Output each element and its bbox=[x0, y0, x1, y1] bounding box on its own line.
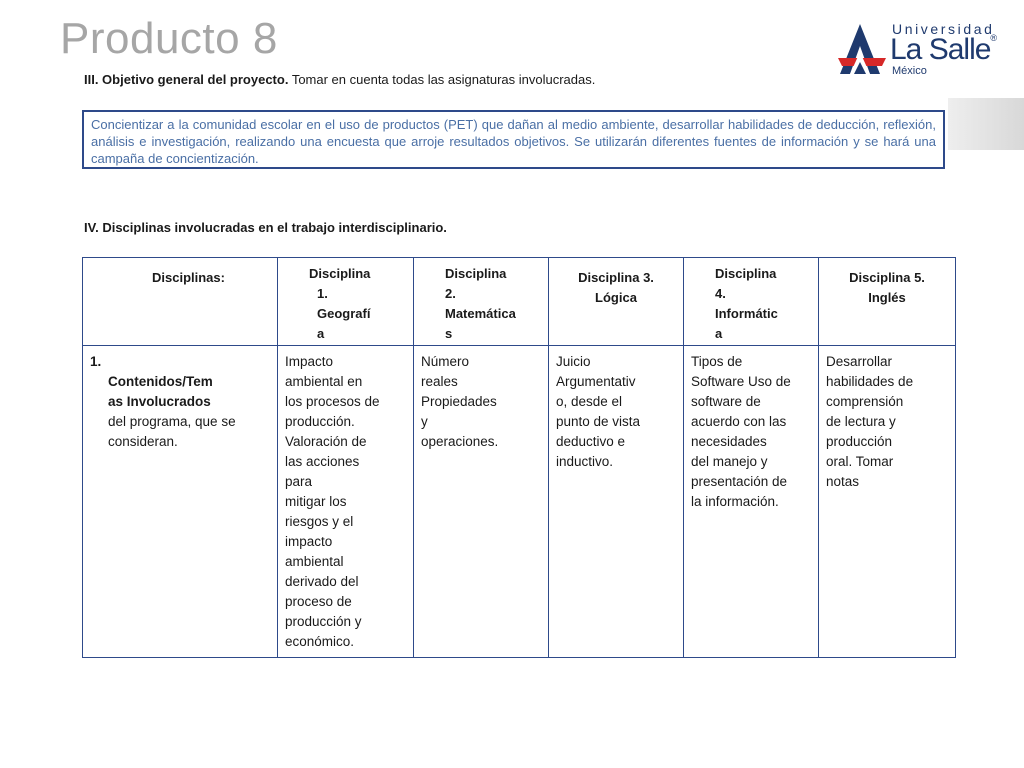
cell-line: Argumentativ bbox=[556, 374, 636, 389]
cell-line: oral. Tomar bbox=[826, 454, 894, 469]
objective-box: Concientizar a la comunidad escolar en el uso de productos (PET) que dañan al medio ambiente, desarrollar habilidades de deducción, reflexión, análisis e investigación, realizando una encuesta que arroje resultados objetivos. Se utilizarán diferentes fuentes de información y se hará una campaña de concientización. bbox=[82, 110, 945, 169]
cell-line: software de bbox=[691, 394, 761, 409]
cell-line: y bbox=[421, 414, 428, 429]
la-salle-logo-icon bbox=[836, 22, 888, 78]
cell-line: punto de vista bbox=[556, 414, 641, 429]
content-cell-logica bbox=[549, 346, 684, 658]
header-1-line: 1. bbox=[317, 286, 328, 301]
header-disciplinas-label: Disciplinas: bbox=[152, 270, 225, 285]
cell-line: habilidades de bbox=[826, 374, 914, 389]
header-4-line: Disciplina bbox=[715, 266, 777, 281]
header-2-line: s bbox=[445, 326, 453, 341]
cell-line: mitigar los bbox=[285, 494, 347, 509]
header-cell-discipline-3 bbox=[549, 258, 684, 346]
row-label-line: Contenidos/Tem bbox=[108, 374, 213, 389]
cell-line: ambiental bbox=[285, 554, 344, 569]
header-1-line: Disciplina bbox=[309, 266, 371, 281]
header-3-line: Disciplina 3. bbox=[578, 270, 654, 285]
cell-line: reales bbox=[421, 374, 458, 389]
logo-name bbox=[890, 33, 997, 67]
header-2-line: Matemática bbox=[445, 306, 516, 321]
section-4-heading: IV. Disciplinas involucradas en el trabajo interdisciplinario. bbox=[84, 220, 447, 235]
cell-line: riesgos y el bbox=[285, 514, 354, 529]
cell-line: Valoración de bbox=[285, 434, 367, 449]
logo-university-text: Universidad bbox=[892, 21, 995, 37]
header-cell-discipline-2 bbox=[414, 258, 549, 346]
cell-line: Desarrollar bbox=[826, 354, 893, 369]
header-4-line: a bbox=[715, 326, 723, 341]
cell-line: Número bbox=[421, 354, 470, 369]
section-3-line bbox=[84, 72, 595, 87]
cell-line: Tipos de bbox=[691, 354, 743, 369]
header-cell-discipline-4 bbox=[684, 258, 819, 346]
cell-line: Software Uso de bbox=[691, 374, 791, 389]
logo-name-text: La Salle bbox=[890, 33, 991, 66]
header-2-line: Disciplina bbox=[445, 266, 507, 281]
header-4-line: 4. bbox=[715, 286, 726, 301]
cell-line: impacto bbox=[285, 534, 333, 549]
row-label-line: as Involucrados bbox=[108, 394, 211, 409]
content-cell-geografia bbox=[278, 346, 414, 658]
header-3-line: Lógica bbox=[595, 290, 637, 305]
section-3-heading: III. Objetivo general del proyecto. bbox=[84, 72, 289, 87]
header-2-line: 2. bbox=[445, 286, 456, 301]
row-label-line: 1. bbox=[90, 354, 102, 369]
cell-line: derivado del bbox=[285, 574, 359, 589]
section-3-text: Tomar en cuenta todas las asignaturas involucradas. bbox=[288, 72, 596, 87]
table-header-row bbox=[83, 258, 956, 346]
row-label-line: consideran. bbox=[108, 434, 178, 449]
cell-line: presentación de bbox=[691, 474, 788, 489]
row-label-line: del programa, que se bbox=[108, 414, 236, 429]
row-label-cell bbox=[83, 346, 278, 658]
cell-line: Juicio bbox=[556, 354, 591, 369]
cell-line: operaciones. bbox=[421, 434, 499, 449]
cell-line: las acciones bbox=[285, 454, 360, 469]
cell-line: del manejo y bbox=[691, 454, 768, 469]
content-cell-ingles bbox=[819, 346, 956, 658]
cell-line: económico. bbox=[285, 634, 355, 649]
header-1-line: a bbox=[317, 326, 325, 341]
cell-line: la información. bbox=[691, 494, 779, 509]
logo-registered-mark: ® bbox=[990, 33, 998, 43]
cell-line: Propiedades bbox=[421, 394, 497, 409]
cell-line: producción y bbox=[285, 614, 362, 629]
header-5-line: Inglés bbox=[868, 290, 906, 305]
header-5-line: Disciplina 5. bbox=[849, 270, 925, 285]
cell-line: o, desde el bbox=[556, 394, 623, 409]
cell-line: notas bbox=[826, 474, 860, 489]
cell-line: producción. bbox=[285, 414, 355, 429]
table-row bbox=[83, 346, 956, 658]
cell-line: proceso de bbox=[285, 594, 352, 609]
cell-line: inductivo. bbox=[556, 454, 614, 469]
header-1-line: Geografí bbox=[317, 306, 371, 321]
cell-line: deductivo e bbox=[556, 434, 626, 449]
slide-title: Producto 8 bbox=[60, 14, 278, 63]
cell-line: producción bbox=[826, 434, 893, 449]
cell-line: necesidades bbox=[691, 434, 767, 449]
cell-line: acuerdo con las bbox=[691, 414, 787, 429]
cell-line: Impacto bbox=[285, 354, 334, 369]
cell-line: ambiental en bbox=[285, 374, 363, 389]
header-cell-discipline-1 bbox=[278, 258, 414, 346]
header-cell-discipline-5 bbox=[819, 258, 956, 346]
cell-line: de lectura y bbox=[826, 414, 896, 429]
cell-line: los procesos de bbox=[285, 394, 380, 409]
decorative-side-bar bbox=[948, 98, 1024, 150]
header-4-line: Informátic bbox=[715, 306, 778, 321]
content-cell-informatica bbox=[684, 346, 819, 658]
logo-country: México bbox=[892, 65, 927, 77]
university-logo bbox=[836, 18, 1006, 78]
disciplines-table bbox=[82, 257, 956, 658]
header-cell-disciplinas bbox=[83, 258, 278, 346]
cell-line: comprensión bbox=[826, 394, 904, 409]
content-cell-matematicas bbox=[414, 346, 549, 658]
cell-line: para bbox=[285, 474, 313, 489]
